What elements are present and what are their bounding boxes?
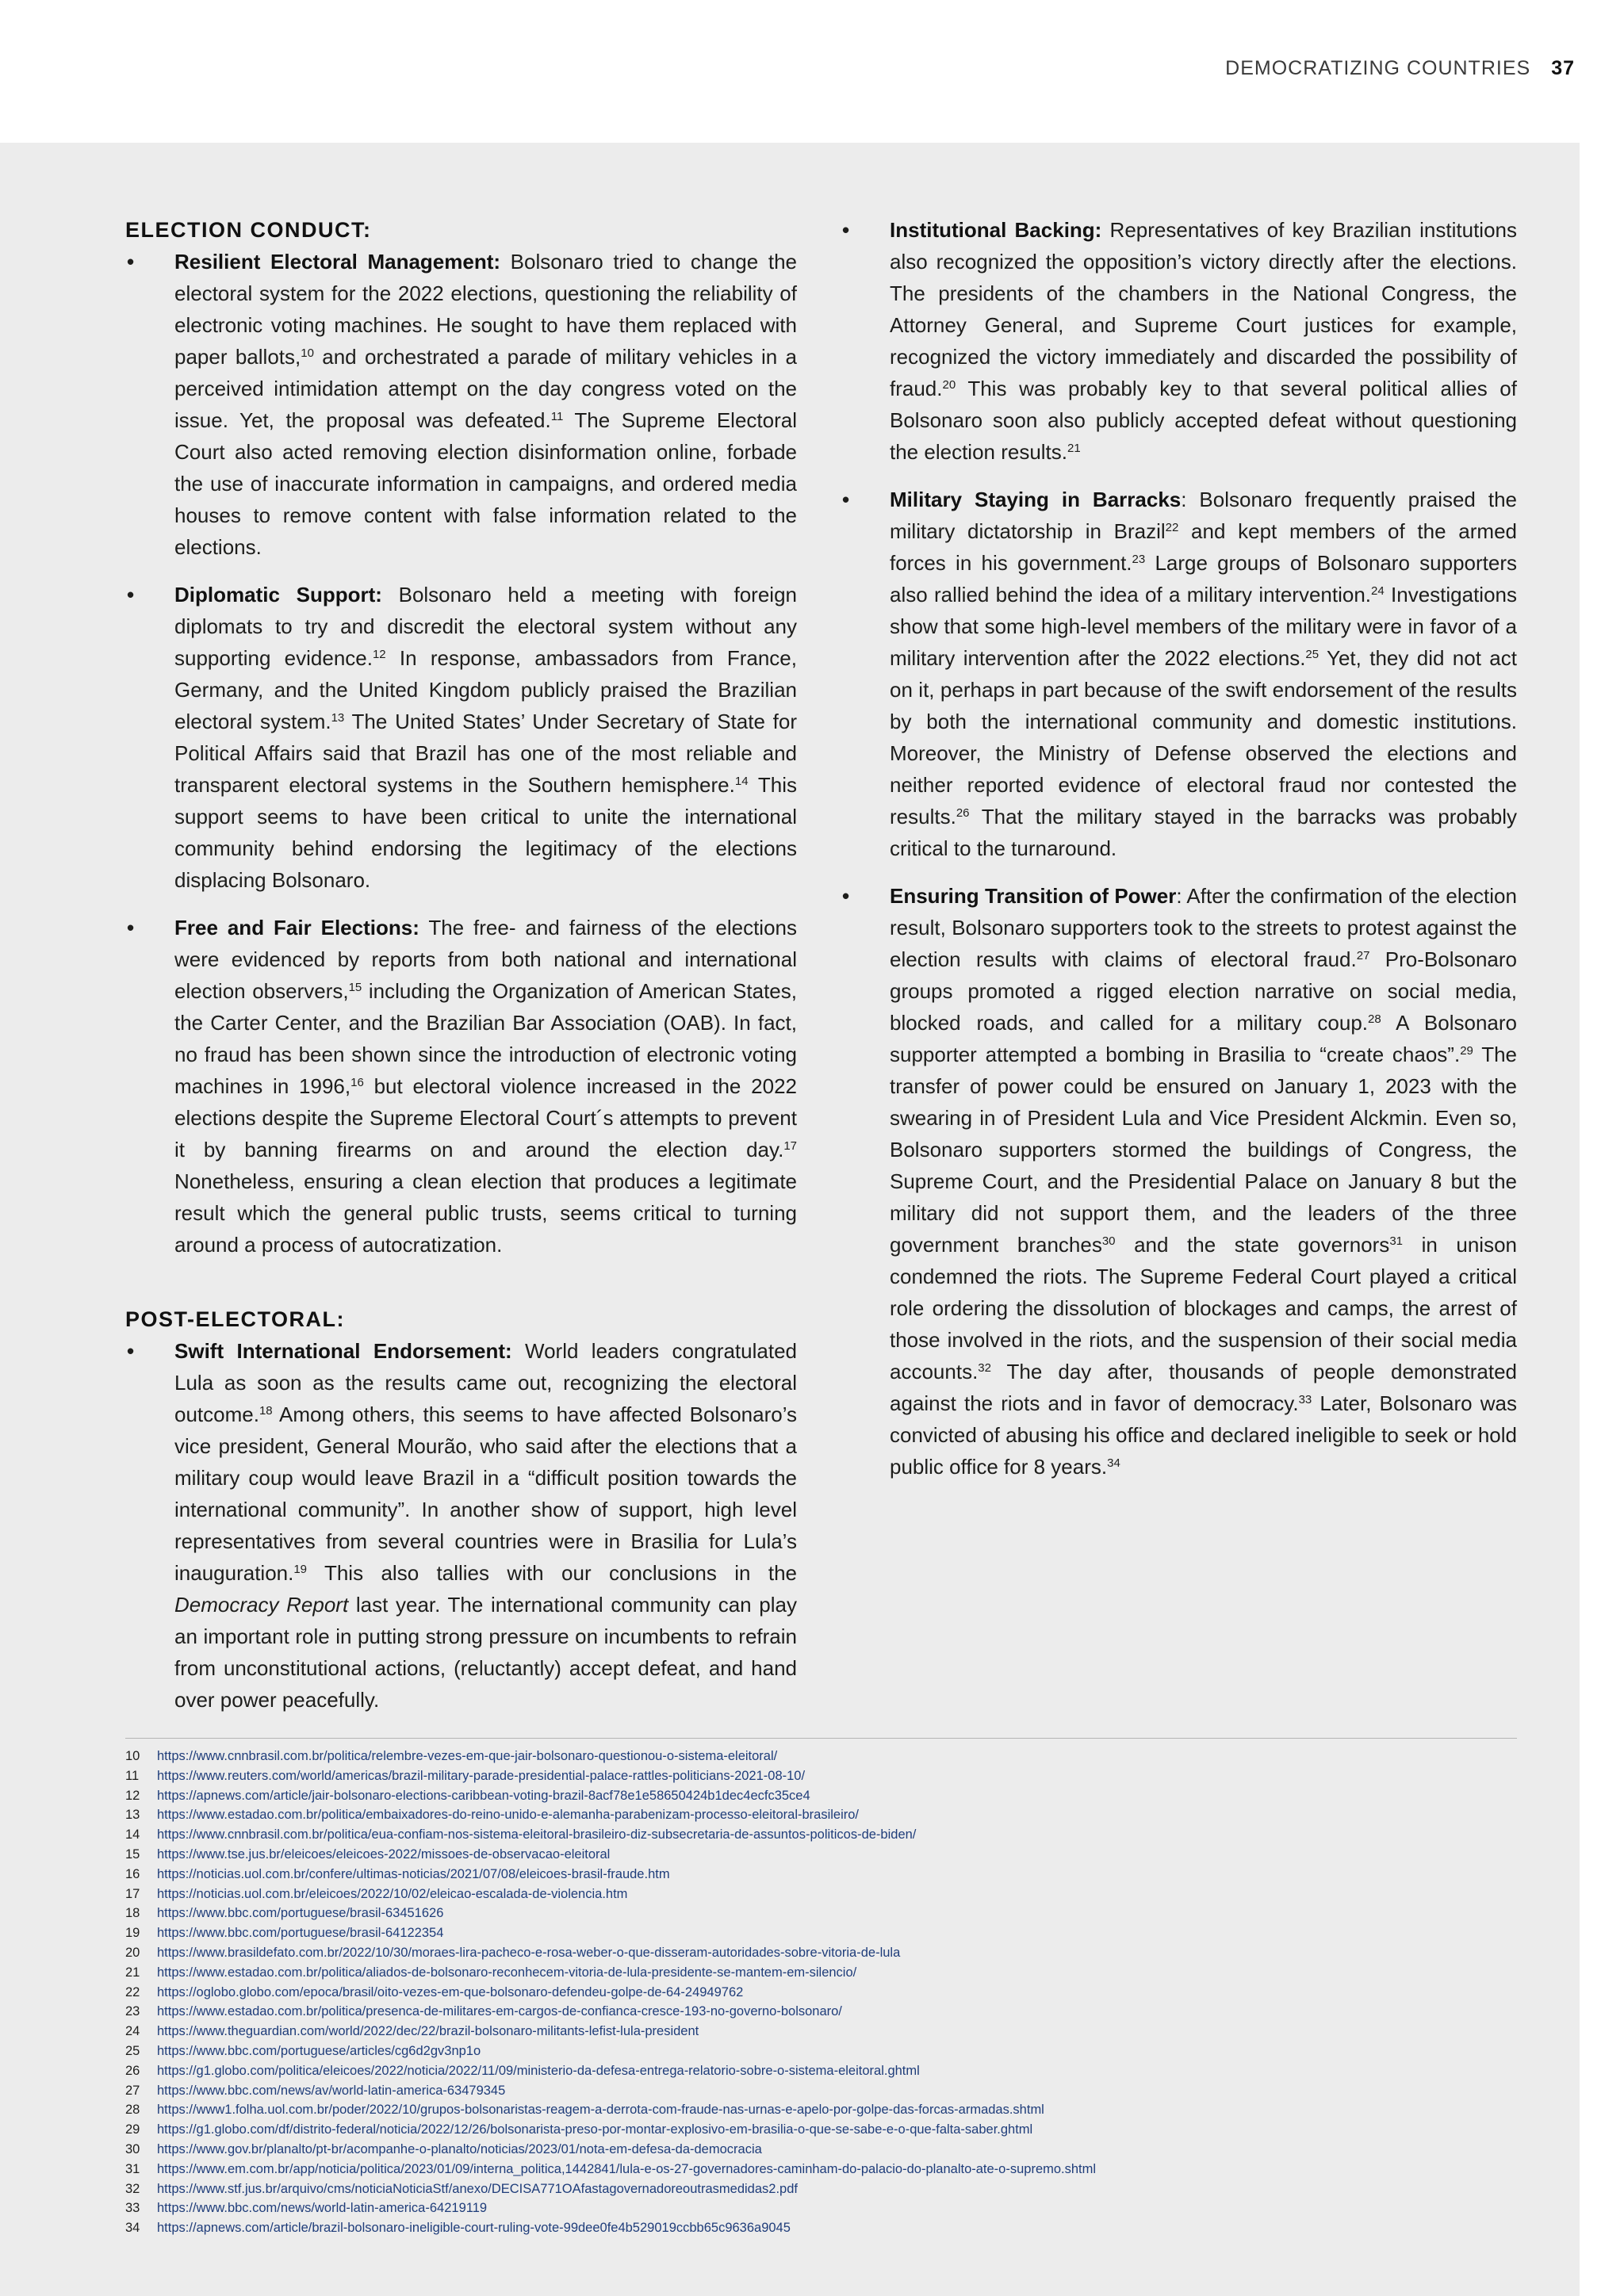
bullet-icon: • bbox=[127, 1339, 135, 1363]
report-title: Democracy Report bbox=[174, 1593, 349, 1617]
footnote-link[interactable]: https://www.estadao.com.br/politica/embaixadores-do-reino-unido-e-alemanha-parabenizam-processo-eleitoral-brasileiro/ bbox=[157, 1808, 860, 1823]
footnote-number: 23 bbox=[125, 2004, 140, 2019]
footnote-link[interactable]: https://www.theguardian.com/world/2022/dec/22/brazil-bolsonaro-militants-lefist-lula-president bbox=[157, 2024, 699, 2039]
list-item: • Free and Fair Elections: The free- and fairness of the elections were evidenced by reports from both national and international election observers,$^{15}$ including the Organization of American States, the Carter Center, and the Brazilian Bar Association (OAB). In fact, no fraud has been shown since the introduction of electronic voting machines in 1996,16 but electoral violence increased in the 2022 elections despite the Supreme Electoral Court´s attempts to prevent it by banning firearms on and around the election day.$^{17}$ Nonetheless, ensuring a clean election that produces a legitimate result which the general public trusts, seems critical to turning around a process of autocratization. bbox=[125, 912, 797, 1261]
footnote-link[interactable]: https://www.tse.jus.br/eleicoes/eleicoes-2022/missoes-de-observacao-eleitoral bbox=[157, 1846, 611, 1862]
footnote-number: 24 bbox=[125, 2024, 140, 2039]
footnote-number: 17 bbox=[125, 1886, 140, 1901]
footnote-ref[interactable]: 11 bbox=[550, 410, 564, 423]
footnote-link[interactable]: https://g1.globo.com/df/distrito-federal/noticia/2022/12/26/bolsonarista-preso-por-montar-explosivo-em-brasilia-o-que-se-sabe-e-o-que-falta-saber.ghtml bbox=[157, 2122, 1033, 2137]
bullet-icon: • bbox=[842, 884, 850, 908]
footnote-link[interactable]: https://www.estadao.com.br/politica/aliados-de-bolsonaro-reconhecem-vitoria-de-lula-presidente-se-mantem-em-silencio/ bbox=[157, 1965, 857, 1980]
footnote-ref[interactable]: 34 bbox=[1107, 1456, 1120, 1470]
footnote-ref[interactable]: 28 bbox=[1368, 1012, 1381, 1026]
footnote-link[interactable]: https://www.cnnbrasil.com.br/politica/eua-confiam-nos-sistema-eleitoral-brasileiro-diz-subsecretaria-de-assuntos-politicos-de-biden/ bbox=[157, 1827, 917, 1843]
footnote-number: 33 bbox=[125, 2201, 140, 2216]
footnote-ref[interactable]: 17 bbox=[783, 1139, 797, 1153]
footnote-item bbox=[125, 2081, 1517, 2101]
footnote-item bbox=[125, 2160, 1517, 2179]
footnote-link[interactable]: https://www.estadao.com.br/politica/presenca-de-militares-em-cargos-de-confianca-cresce-193-no-governo-bolsonaro/ bbox=[157, 2004, 842, 2019]
footnote-link[interactable]: https://www.bbc.com/portuguese/articles/cg6d2gv3np1o bbox=[157, 2043, 481, 2058]
bullet-icon: • bbox=[127, 250, 135, 274]
footnote-link[interactable]: https://www.reuters.com/world/americas/brazil-military-parade-presidential-palace-rattles-politicians-2021-08-10/ bbox=[157, 1768, 806, 1783]
footnote-item bbox=[125, 2120, 1517, 2140]
footnote-ref[interactable]: 22 bbox=[1165, 521, 1179, 534]
footnote-link[interactable]: https://noticias.uol.com.br/confere/ultimas-noticias/2021/07/08/eleicoes-brasil-fraude.htm bbox=[157, 1866, 670, 1881]
footnote-number: 19 bbox=[125, 1926, 140, 1941]
bullet-icon: • bbox=[127, 583, 135, 607]
running-head bbox=[1225, 57, 1575, 80]
footnote-ref[interactable]: 33 bbox=[1298, 1393, 1312, 1406]
footnote-ref[interactable]: 32 bbox=[978, 1361, 991, 1375]
right-column bbox=[841, 214, 1517, 1498]
footnote-number: 28 bbox=[125, 2103, 140, 2118]
item-lead: Resilient Electoral Management: bbox=[174, 250, 501, 274]
page-header bbox=[0, 0, 1624, 143]
footnote-ref[interactable]: 24 bbox=[1371, 584, 1385, 598]
footnote-item bbox=[125, 1805, 1517, 1825]
footnote-item bbox=[125, 1923, 1517, 1943]
footnote-number: 12 bbox=[125, 1788, 140, 1803]
left-column bbox=[125, 214, 797, 1732]
footnote-item bbox=[125, 1747, 1517, 1766]
election-conduct-list bbox=[125, 246, 797, 1261]
footnote-item bbox=[125, 1943, 1517, 1963]
footnote-number: 32 bbox=[125, 2181, 140, 2196]
footnote-number: 34 bbox=[125, 2221, 140, 2236]
footnote-number: 14 bbox=[125, 1827, 140, 1843]
footnote-number: 26 bbox=[125, 2063, 140, 2078]
footnote-ref[interactable]: 30 bbox=[1101, 1234, 1116, 1248]
footnote-item bbox=[125, 1865, 1517, 1885]
footnote-link[interactable]: https://www.bbc.com/portuguese/brasil-63451626 bbox=[157, 1906, 444, 1921]
footnote-link[interactable]: https://www.stf.jus.br/arquivo/cms/noticiaNoticiaStf/anexo/DECISA771OAfastagovernadoreoutrasmedidas2.pdf bbox=[157, 2181, 798, 2196]
footnote-link[interactable]: https://oglobo.globo.com/epoca/brasil/oito-vezes-em-que-bolsonaro-defendeu-golpe-de-64-24949762 bbox=[157, 1984, 744, 1999]
bullet-icon: • bbox=[842, 488, 850, 511]
footnote-number: 25 bbox=[125, 2043, 140, 2058]
footnote-ref[interactable]: 15 bbox=[348, 981, 362, 994]
footnote-item bbox=[125, 1983, 1517, 2003]
footnote-link[interactable]: https://www.gov.br/planalto/pt-br/acompanhe-o-planalto/noticias/2023/01/nota-em-defesa-da-democracia bbox=[157, 2141, 762, 2156]
footnote-item bbox=[125, 1766, 1517, 1786]
list-item: • Resilient Electoral Management: Bolsonaro tried to change the electoral system for the 2022 elections, questioning the reliability of electronic voting machines. He sought to have them replaced with paper ballots,$^{10}$ and orchestrated a parade of military vehicles in a perceived intimidation attempt on the day congress voted on the issue. Yet, the proposal was defeated.$^{11}$ The Supreme Electoral Court also acted removing election disinformation online, forbade the use of inaccurate information in campaigns, and ordered media houses to remove content with false information related to the elections. bbox=[125, 246, 797, 563]
footnote-ref[interactable]: 18 bbox=[259, 1404, 273, 1418]
item-lead: Military Staying in Barracks bbox=[890, 488, 1182, 511]
footnote-link[interactable]: https://www.em.com.br/app/noticia/politica/2023/01/09/interna_politica,1442841/lula-e-os-27-governadores-caminham-do-palacio-do-planalto-ate-o-supremo.shtml bbox=[157, 2161, 1097, 2176]
item-lead: Institutional Backing: bbox=[890, 218, 1102, 242]
footnote-ref[interactable]: 21 bbox=[1067, 442, 1081, 455]
bullet-icon: • bbox=[842, 218, 850, 242]
page-number: 37 bbox=[1551, 57, 1575, 79]
footnote-number: 30 bbox=[125, 2141, 140, 2156]
post-electoral-list bbox=[125, 1335, 797, 1716]
item-lead: Diplomatic Support: bbox=[174, 583, 382, 607]
footnote-ref[interactable]: 26 bbox=[956, 806, 970, 820]
footnote-ref[interactable]: 25 bbox=[1305, 648, 1320, 661]
footnote-number: 22 bbox=[125, 1984, 140, 1999]
footnote-ref[interactable]: 27 bbox=[1356, 949, 1370, 962]
footnote-number: 11 bbox=[125, 1768, 140, 1783]
footnote-number: 10 bbox=[125, 1749, 140, 1763]
footnote-item bbox=[125, 2022, 1517, 2042]
footnote-link[interactable]: https://g1.globo.com/politica/eleicoes/2022/noticia/2022/11/09/ministerio-da-defesa-entrega-relatorio-sobre-o-sistema-eleitoral.ghtml bbox=[157, 2063, 920, 2078]
list-item: • Swift International Endorsement: World leaders congratulated Lula as soon as the results came out, recognizing the electoral outcome.$^{18}$ Among others, this seems to have affected Bolsonaro’s vice president, General Mourão, who said after the elections that a military coup would leave Brazil in a “difficult position towards the international community”. In another show of support, high level representatives from several countries were in Brasilia for Lula’s inauguration.$^{19}$ This also tallies with our conclusions in the Democracy Report last year. The international community can play an important role in putting strong pressure on incumbents to refrain from unconstitutional actions, (reluctantly) accept defeat, and hand over power peacefully. bbox=[125, 1335, 797, 1716]
footnote-link[interactable]: https://www.cnnbrasil.com.br/politica/relembre-vezes-em-que-jair-bolsonaro-questionou-o-sistema-eleitoral/ bbox=[157, 1749, 778, 1763]
footnote-ref[interactable]: 19 bbox=[293, 1563, 308, 1576]
footnote-item bbox=[125, 2198, 1517, 2218]
list-item: • Ensuring Transition of Power: After the confirmation of the election result, Bolsonaro supporters took to the streets to protest against the election results with claims of electoral fraud.$^{27}$ Pro-Bolsonaro groups promoted a rigged election narrative on social media, blocked roads, and called for a military coup.$^{28}$ A Bolsonaro supporter attempted a bombing in Brasilia to “create chaos”.$^{29}$ The transfer of power could be ensured on January 1, 2023 with the swearing in of President Lula and Vice President Alckmin. Even so, Bolsonaro supporters stormed the buildings of Congress, the Supreme Court, and the Presidential Palace on January 8 but the military did not support them, and the leaders of the three government branches$^{30}$ and the state governors$^{31}$ in unison condemned the riots. The Supreme Federal Court played a critical role ordering the dissolution of blockages and camps, the arrest of those involved in the riots, and the suspension of their social media accounts.$^{32}$ The day after, thousands of people demonstrated against the riots and in favor of democracy.$^{33}$ Later, Bolsonaro was convicted of abusing his office and declared ineligible to seek or hold public office for 8 years.$^{34}$ bbox=[841, 880, 1517, 1483]
right-list bbox=[841, 214, 1517, 1483]
item-lead: Free and Fair Elections: bbox=[174, 916, 419, 939]
footnote-number: 29 bbox=[125, 2122, 140, 2137]
footnote-ref[interactable]: 31 bbox=[1389, 1234, 1403, 1248]
section-heading-post-electoral: POST-ELECTORAL: bbox=[125, 1307, 346, 1331]
footnote-ref[interactable]: 23 bbox=[1132, 553, 1146, 566]
list-item: • Military Staying in Barracks: Bolsonaro frequently praised the military dictatorship in Brazil$^{22}$ and kept members of the armed forces in his government.$^{23}$ Large groups of Bolsonaro supporters also rallied behind the idea of a military intervention.$^{24}$ Investigations show that some high-level members of the military were in favor of a military intervention after the 2022 elections.$^{25}$ Yet, they did not act on it, perhaps in part because of the swift endorsement of the results by both the international community and domestic institutions. Moreover, the Ministry of Defense observed the elections and neither reported evidence of electoral fraud nor contested the results.$^{26}$ That the military stayed in the barracks was probably critical to the turnaround. bbox=[841, 484, 1517, 864]
footnote-link[interactable]: https://www1.folha.uol.com.br/poder/2022/10/grupos-bolsonaristas-reagem-a-derrota-com-fraude-nas-urnas-e-apelo-por-golpe-das-forcas-armadas.shtml bbox=[157, 2103, 1044, 2118]
footnote-link[interactable]: https://www.bbc.com/news/av/world-latin-america-63479345 bbox=[157, 2083, 506, 2098]
footnote-item bbox=[125, 2100, 1517, 2120]
footnote-item bbox=[125, 1885, 1517, 1904]
footnote-number: 18 bbox=[125, 1906, 140, 1921]
footnote-item bbox=[125, 1825, 1517, 1845]
item-lead: Ensuring Transition of Power bbox=[890, 884, 1177, 908]
bullet-icon: • bbox=[127, 916, 135, 939]
footnote-ref[interactable]: 16 bbox=[350, 1076, 364, 1089]
footnote-link[interactable]: https://www.brasildefato.com.br/2022/10/30/moraes-lira-pacheco-e-rosa-weber-o-que-disseram-autoridades-sobre-vitoria-de-lula bbox=[157, 1945, 901, 1960]
footnote-item bbox=[125, 1904, 1517, 1923]
footnote-item bbox=[125, 1845, 1517, 1865]
footnote-link[interactable]: https://www.bbc.com/news/world-latin-america-64219119 bbox=[157, 2201, 488, 2216]
footnote-ref[interactable]: 20 bbox=[942, 378, 956, 392]
footnote-ref[interactable]: 10 bbox=[301, 346, 314, 360]
footnote-number: 16 bbox=[125, 1866, 140, 1881]
footnote-item bbox=[125, 2061, 1517, 2081]
footnote-item bbox=[125, 2179, 1517, 2199]
footnote-item bbox=[125, 2140, 1517, 2160]
footnote-link[interactable]: https://noticias.uol.com.br/eleicoes/2022/10/02/eleicao-escalada-de-violencia.htm bbox=[157, 1886, 628, 1901]
footnote-ref[interactable]: 13 bbox=[331, 711, 345, 725]
footnote-item bbox=[125, 1963, 1517, 1983]
footnote-number: 13 bbox=[125, 1808, 140, 1823]
item-lead: Swift International Endorsement: bbox=[174, 1339, 512, 1363]
footnote-item bbox=[125, 2042, 1517, 2061]
list-item: • Institutional Backing: Representatives of key Brazilian institutions also recognized the opposition’s victory directly after the elections. The presidents of the chambers in the National Congress, the Attorney General, and Supreme Court justices for example, recognized the victory immediately and discarded the possibility of fraud.$^{20}$ This was probably key to that several political allies of Bolsonaro soon also publicly accepted defeat without questioning the election results.$^{21}$ bbox=[841, 214, 1517, 468]
footnote-link[interactable]: https://apnews.com/article/brazil-bolsonaro-ineligible-court-ruling-vote-99dee0fe4b529019ccbb65c9636a9045 bbox=[157, 2221, 791, 2236]
footnote-number: 20 bbox=[125, 1945, 140, 1960]
footnote-item bbox=[125, 1786, 1517, 1806]
footnote-ref[interactable]: 14 bbox=[734, 775, 749, 788]
footnote-item bbox=[125, 2002, 1517, 2022]
footnote-link[interactable]: https://apnews.com/article/jair-bolsonaro-elections-caribbean-voting-brazil-8acf78e1e58650424b1dec4ecfc35ce4 bbox=[157, 1788, 810, 1803]
running-title: DEMOCRATIZING COUNTRIES bbox=[1225, 57, 1531, 79]
footnote-number: 21 bbox=[125, 1965, 140, 1980]
footnote-link[interactable]: https://www.bbc.com/portuguese/brasil-64122354 bbox=[157, 1926, 444, 1941]
footnote-number: 27 bbox=[125, 2083, 140, 2098]
list-item: • Diplomatic Support: Bolsonaro held a meeting with foreign diplomats to try and discredit the electoral system without any supporting evidence.$^{12}$ In response, ambassadors from France, Germany, and the United Kingdom publicly praised the Brazilian electoral system.$^{13}$ The United States’ Under Secretary of State for Political Affairs said that Brazil has one of the most reliable and transparent electoral systems in the Southern hemisphere.$^{14}$ This support seems to have been critical to unite the international community behind endorsing the legitimacy of the elections displacing Bolsonaro. bbox=[125, 579, 797, 896]
footnote-ref[interactable]: 12 bbox=[372, 648, 386, 661]
section-heading-election-conduct: ELECTION CONDUCT: bbox=[125, 218, 372, 242]
footnote-number: 31 bbox=[125, 2161, 140, 2176]
footnote-number: 15 bbox=[125, 1846, 140, 1862]
footnotes bbox=[125, 1738, 1517, 2238]
footnote-ref[interactable]: 29 bbox=[1460, 1044, 1473, 1058]
footnote-item bbox=[125, 2218, 1517, 2238]
